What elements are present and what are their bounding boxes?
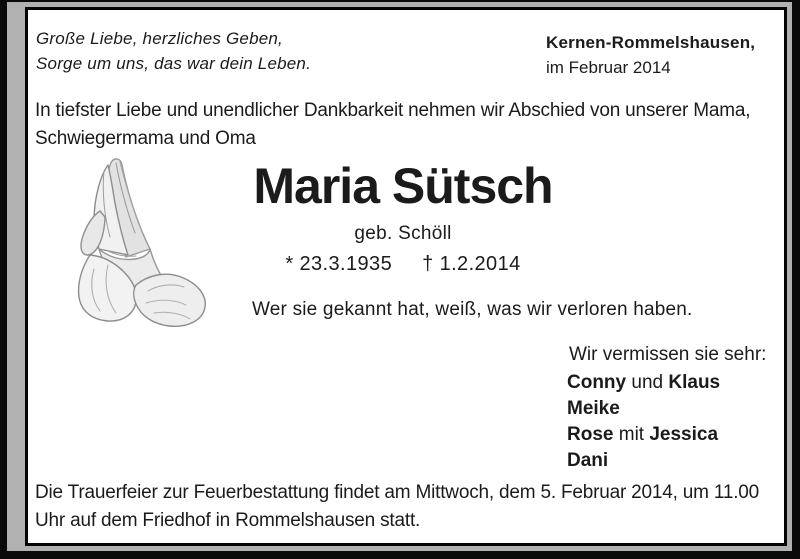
mourners-heading: Wir vermissen sie sehr: bbox=[569, 344, 767, 365]
death-date: † 1.2.2014 bbox=[422, 253, 521, 275]
epigraph-line-1: Große Liebe, herzliches Geben, bbox=[36, 29, 283, 48]
mourner-name: Dani bbox=[567, 450, 609, 471]
mourner-name: Rose bbox=[567, 424, 614, 445]
deceased-block bbox=[238, 158, 568, 276]
life-dates bbox=[238, 253, 568, 276]
dateline bbox=[546, 30, 755, 80]
mourner-line bbox=[567, 370, 720, 396]
scan-mat bbox=[7, 2, 792, 551]
mourner-connector: und bbox=[626, 372, 669, 393]
praying-hands-icon bbox=[48, 153, 216, 335]
intro-paragraph: In tiefster Liebe und unendlicher Dankbarkeit nehmen wir Abschied von unserer Mama, Schwiegermama und Oma bbox=[35, 100, 751, 149]
mourners-list bbox=[567, 370, 720, 474]
mourner-line bbox=[567, 396, 720, 422]
mourner-line bbox=[567, 422, 720, 448]
maiden-name: geb. Schöll bbox=[354, 223, 452, 244]
mourner-name: Klaus bbox=[668, 372, 721, 393]
tribute-line: Wer sie gekannt hat, weiß, was wir verloren haben. bbox=[252, 299, 693, 320]
funeral-notice: Die Trauerfeier zur Feuerbestattung findet am Mittwoch, dem 5. Februar 2014, um 11.00 Uhr auf dem Friedhof in Rommelshausen statt. bbox=[35, 482, 760, 531]
deceased-name: Maria Sütsch bbox=[253, 158, 553, 214]
birth-date: * 23.3.1935 bbox=[285, 253, 393, 275]
mourner-connector: mit bbox=[613, 424, 650, 445]
mourner-name: Meike bbox=[567, 398, 620, 419]
mourner-line bbox=[567, 448, 720, 474]
dateline-date: im Februar 2014 bbox=[546, 58, 671, 77]
obituary-notice bbox=[25, 7, 787, 546]
dateline-place: Kernen-Rommelshausen, bbox=[546, 33, 756, 52]
mourner-name: Jessica bbox=[649, 424, 719, 445]
epigraph-verse bbox=[36, 26, 311, 76]
epigraph-line-2: Sorge um uns, das war dein Leben. bbox=[36, 54, 311, 73]
mourner-name: Conny bbox=[567, 372, 627, 393]
